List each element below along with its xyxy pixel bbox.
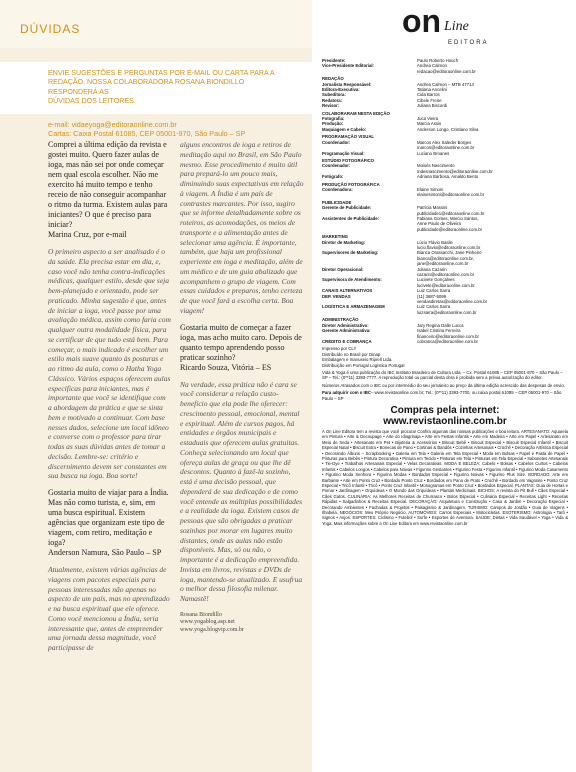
staff-name: Luiz Carlos Sarra [417,288,451,294]
staff-name: Lucivete Gonçalves [417,277,455,283]
contact-info [48,120,245,138]
staff-row [322,227,568,232]
staff-role: Vice-Presidente Editorial: [322,63,374,69]
online-shop-title: Compras pela internet: [390,404,500,416]
print-line: Impresso por CLY [322,346,357,352]
staff-role: Assistentes de Publicidade: [322,215,380,221]
print-line: Distribuição em Portugal Logística Portugal [322,362,405,368]
contact-postal: Cartas: Caixa Postal 61085, CEP 05001-970, São Paulo – SP [48,129,246,139]
staff-name: marcos@editoraonline.com.br [417,145,475,151]
staff-role: CRÉDITO E COBRANÇA [322,338,372,344]
department-title: PRODUÇÃO FOTOGRÁFICA [322,181,380,187]
staff-name: Adriana Barbosa, Amaldo Bento [417,174,479,180]
staff-role: Supervisora de Atendimento: [322,277,382,283]
department-title: REDAÇÃO [322,76,344,82]
columnist-signature [180,612,304,635]
paragraph-text: Comprei a última edição da revista e gostei muito. Quero fazer aulas de ioga, mas não sei por onde começar nem qual escola escolher. Não me exercito há muito tempo e tenho receio de não conseguir acompanhar o ritmo da turma. Existem aulas para iniciantes? O que é preciso para iniciar? [48,140,168,229]
staff-row [322,127,568,132]
columnist-name: Rosana Biondillo [180,611,222,618]
staff-name: Cibele Freire [417,97,442,103]
paragraph-text: Gostaria muito de começar a fazer ioga, mas acho muito caro. Depois de quanto tempo aprendendo posso praticar sozinho? [180,322,302,362]
submission-line-2: REDAÇÃO. NOSSA COLABORADORA ROSANA BIONDILLO RESPONDERÁ AS [48,78,245,96]
columnist-site-1[interactable]: www.yogablog.asp.net [180,619,235,626]
columnist-answer [48,247,171,481]
staff-name: mdesnascimento@editoraonline.com.br [417,168,493,174]
staff-name: Luciano Broanes [417,150,450,156]
staff-name: (11) 3687-5099 [417,293,447,299]
staff-name: Juliana Biscordi [417,103,448,109]
staff-name: Moisés Nascimento [417,163,455,169]
staff-role: Editora-Executiva: [322,87,360,93]
logo-main: on [402,3,442,39]
staff-name: jane@editoraonline.com.br [417,261,469,267]
staff-role: Produção: [322,121,344,127]
qa-column-2-body [180,140,304,604]
staff-name: Juliana Cazarin [417,266,447,272]
staff-name: financeiro@editoraonline.com.br [417,333,479,339]
staff-name: elainesimoni@editoraonline.com.br [417,192,485,198]
logo-script: Line [444,19,469,34]
staff-name: Anderson Longo, Cristiano Silva [417,126,479,132]
staff-role: Redatora: [322,97,343,103]
paragraph-text: Na verdade, essa prática não é cara se você considerar a relação custo-benefício que ela pode lhe oferecer: crescimento pessoal, emocional, mental e espiritual. Além de cursos pagos, há entidades e órgãos municipais e estaduais que oferecem aulas gratuitas. Conheça selecionando um local que ofereça aulas de graça ou que lhe dê descontos. Quanto à fazê-la sozinho, está é uma decisão pessoal, que dependerá de sua dedicação e de como você entende as múltiplas possibilidades e a realidade da ioga. Existem casos de pessoas que são obrigadas a praticar sozinhas por morar em lugares muito distantes, onde as aulas não estão disponíveis. Mas, só ou não, o importante é a dedicação empreendida. Invista em livros, revistas e DVDs de ioga, mantendo-se atualizado. E usufrua o melhor dessa filosofia milenar. Namastê! [180,379,303,603]
staff-name: Cida Barros [417,92,440,98]
staff-name: publicidade@editoraonline.com.br [417,226,483,232]
purchase-info [322,390,568,401]
staff-name: Bianca Orassacchi, Jane Pinheiro [417,250,482,256]
reader-question [48,488,171,558]
department-title: MARKETING [322,234,349,240]
print-line: Embalagem e manuseio Riprell Ltda. [322,357,393,363]
staff-name: bianca@editoraonline.com.br, [417,255,474,261]
staff-role: Gerente de Publicidade: [322,205,372,211]
columnist-site-2[interactable]: www.yoga.blogvip.com.br [180,626,244,633]
staff-name: Marcia Assis [417,121,442,127]
staff-name: redacao@editoraonline.com.br [417,68,476,74]
staff-row [322,310,568,315]
staff-name: Andrea Calmon – MTB 47714 [417,81,474,87]
staff-name: vendasdiretas@editoraonline.com.br [417,299,488,305]
staff-role: Jornalista Responsável: [322,81,372,87]
staff-row [322,174,568,179]
staff-name: Fabiana Gomes, Marcio Santos, [417,215,479,221]
staff-role: CANAIS ALTERNATIVOS [322,288,373,294]
qa-column-1 [48,140,171,660]
logo-sub: EDITORA [448,40,489,46]
submission-box [0,62,312,114]
staff-role: Supervisores de Marketing: [322,250,379,256]
staff-role: Subeditora: [322,92,346,98]
staff-role: Diretor Operacional: [322,266,364,272]
staff-name: Andrea Calmon [417,63,447,69]
staff-name: Elaine Simoni [417,186,444,192]
print-info [322,346,568,368]
staff-row [322,69,568,74]
staff-name: publicidade1@editoraonline.com.br [417,210,485,216]
paragraph-text: Atualmente, existem várias agências de viagens com pacotes especiais para pessoas interessadas não apenas no aspecto de um país, mas no aprendizado e na busca espiritual que ele oferece. Como você mencionou a Índia, seria interessante que, antes de empreender uma jornada dessa magnitude, você participasse de [48,565,170,652]
masthead-column [318,0,576,772]
online-shop-heading [322,405,568,427]
staff-name: Isabel Cristina Ferreira [417,328,461,334]
purchase-label: Para adquirir com o IBC [322,390,371,396]
qa-column-2 [180,140,304,635]
online-shop-url[interactable]: www.revistaonline.com.br [383,415,507,427]
staff-row [322,339,568,344]
department-title: COLABORARAM NESTA EDIÇÃO [322,110,390,116]
staff-role: Diretor Administrativo: [322,322,369,328]
staff-name: Anne Paulo de Oliveira [417,221,461,227]
submission-line-1: ENVIE SUGESTÕES E PERGUNTAS POR E-MAIL OU CARTA PARA A [48,69,275,77]
staff-name: Marcos Alex Saleder Borges [417,139,472,145]
section-title: DÚVIDAS [20,22,81,36]
staff-name: Paulo Roberto Houch [417,58,459,63]
staff-name: Patrícia Massini [417,205,448,211]
contact-email[interactable]: e-mail: vidaeyoga@editoraonline.com.br [48,120,177,129]
staff-role: Coordenador: [322,163,351,169]
staff-role: LOGÍSTICA E ARMAZENAGEM [322,304,385,310]
staff-name: cobranca@editoraonline.com.br [417,338,478,344]
staff-role [322,310,417,315]
staff-name: Luiz Carlos Sarra [417,304,451,310]
staff-role: Revisor: [322,103,340,109]
reader-question [180,323,304,373]
staff-name: lucivete@editoraonline.com.br [417,282,475,288]
columnist-answer [180,380,304,604]
staff-role [322,192,417,197]
purchase-text: – www.revistaonline.com.br; Tel.: (0**11) 3393-7700, ou caixa postal 61085 – CEP 05001-970 – São Paulo – SP [322,390,562,401]
columnist-answer [48,565,171,653]
staff-role [322,69,417,74]
department-title: PUBLICIDADE [322,199,352,205]
staff-role: Fotógrafo: [322,174,344,180]
submission-line-3: DÚVIDAS DOS LEITORES. [48,97,136,106]
legal-notice: Vida & Yoga é uma publicação do IBC Instituto Brasileiro de Cultura Ltda. – Cx. Postal 61085 – CEP 05001-970 – São Paulo – SP – Tel.: (0**11) 3393-7777. A reprodução total ou parcial desta obra é proibida sem a prévia autorização do editor. [322,369,563,381]
staff-role: Gerente Administrativa: [322,328,371,334]
staff-name: cazarin@editoraonline.com.br [417,272,475,278]
staff-name: Jary Regina Dalle Lucca [417,322,464,328]
staff-name: luizsarra@editoraonline.com.br [417,309,477,315]
paragraph-text: alguns encontros de ioga e retiros de meditação aqui no Brasil, em São Paulo mesmo. Esse procedimento é muito útil para prepará-lo um pouco mais, diminuindo suas expectativas em relação à viagem. A Índia é um país de contrastes marcantes. Por isso, sugiro que se informe detalhadamente sobre os roteiros, as acomodações, os meios de transporte e a alimentação antes de selecionar uma agência. É importante, também, que haja um profissional experiente em ioga e meditação, além de um médico e de um guia abalizado que acompanhem o grupo de viagem. Com essas cuidados e preparos, tenho certeza de que você fará a escolha certa. Boa viagem! [180,140,304,315]
department-title: ADMINISTRAÇÃO [322,317,359,323]
staff-role: Maquiagem e Cabelo: [322,126,367,132]
staff-role: Coordenadora: [322,186,353,192]
reader-signature: Marina Cruz, por e-mail [48,230,127,239]
staff-role: DEP. VENDAS [322,293,351,299]
staff-role: Coordenador: [322,139,351,145]
back-issues-notice: Números Atrasados com o IBC ou por intermédio do seu jornaleiro ao preço da última edição acrescido das despesas de envio. [322,382,565,388]
paragraph-text: O primeiro aspecto a ser analisado é o da saúde. Ela precisa estar em dia, e, caso você não tenha contra-indicações médicas, qualquer estilo, desde que seja bem-planejado e orientado, pode ser praticado. Minha sugestão é que, antes de iniciar a ioga, você passe por uma avaliação médica, assim como faria com qualquer outra modalidade física, para se certificar de que tudo está bem. Para começar, o mais indicado é escolher um estilo mais suave quanto às posturas e ao ritmo da aula, como o Hatha Yoga Clássico. Vários espaços oferecem aulas específicas para iniciantes, mas é importante que você se identifique com a abordagem da prática e que se sinta bem e motivado a continuar. Com base nesses dados, selecione um local idôneo e converse com o professor para tirar todas as suas dúvidas antes de tomar a decisão. Lembre-se: critério e discernimento devem ser constantes em sua busca na ioga. Boa sorte! [48,247,171,481]
paragraph-text: Gostaria muito de viajar para a Índia. Mas não como turista, e, sim, em uma busca espiritual. Existem agências que organizam este tipo de viagem, com retiro, meditação e ioga? [48,488,169,547]
staff-row [322,192,568,197]
publisher-logo [328,0,566,50]
staff-row [322,103,568,108]
publication-list: A On Line Editora tem a revista que você procura! Confira algumas das nossas publicações e boa leitura. ARTESANATO: Aquarela em Pintura • Arte & Decoupage • Arte do Idiogrinaja • Arte em Festas Infantis • Arte em Madeira • Arte em Papel • Artesanato em Meia de Seda • Artesanato em Pet • Bijuteria & Acessórios • Biscuit Bebê • Biscuit Especial • Biscuit Especial Infantil • Biscuit Especial Natal • Biscuit Extra • Bonecas de Pano • Cortinas & Bandôs • Cozinhas Artesanais • Crochê • Decoração Artística Especial • Decorando Álbuns – Scrapbooking • Galeria em Tela • Galeria em Tela Especial • Moda em Bolsas • Papel e Pasta de Papel • Pinturas para Bebês • Pintura Decorativa • Pintura em Tecido • Pinturas em Tela • Pinturas em Tela Especial • Sabonetes Artesanais • Tie-Dye • Trabalhos Artesanais Especial • Velas Decorativas. MODA E BELEZA: Cabelo • Bolsas • Cabelos Curtos • Cabelos Infantis • Cabelos Longos • Cabelos para Noivas • Figurino Gestantes • Figurino Festa • Figurino Infantil • Figurino Moda Casamento • Figurino Moda Senhora • Figurino Modas • Bordados Especial • Figurino Noivas • Figurino Plus Size. BORDADO: Arte em Barbante • Arte em Ponto Cruz • Bordado Ponto Cruz • Bordados em Pano de Prato • Crochê • Bordado em Vagonite • Ponto Cruz Especial • Tricô Infantil • Tricô • Ponto Cruz Infantil • Monogramas em Ponto Cruz • Bordados Especial. PLANTAS: Guia de Hortas e Pomar • Jardinagem • Orquídeas • O Mundo das Orquídeas • Plantas Medicinais. BICHOS: A revista do Pit Bull • Cães Especial • Cães Gatos. CULINÁRIA: As Melhores Receitas de Churrasco • Bolos Especial • Culinária Especial • Receitas Light • Receitas Rápidas • Salgadinhos & Receitas Especial. DECORAÇÃO: Arquitetura e Construção • Casa & Jardim • Decoração Especial • Decorando Ambientes • Fachadas & Projetos • Paisagismo & Jardinagem. TURISMO: Campos do Jordão • Guia de Viagens • Ilhabela. NEGÓCIOS: Meu Próprio Negócio. AUTOMÓVEIS: Carros Especiais • Motocicletas. ESOTERISMO: Astrologia • Tarô • Signos • Anjos. ESPORTES: Ciclismo • Futebol • Surfe • Esportes de Aventura. SAÚDE: Dietas • Vida Saudável • Yoga • Vida & Yoga. Mais informações sobre a On Line Editora em www.revistaonline.com.br [322,428,568,526]
staff-row [322,151,568,156]
reader-signature: Anderson Namura, São Paulo – SP [48,548,162,557]
columnist-answer [180,140,304,316]
department-title: PROGRAMAÇÃO VISUAL [322,134,375,140]
staff-name: Juca Vieira [417,116,439,122]
staff-role [322,227,417,232]
staff-role: Programação Visual: [322,150,365,156]
department-title: ESTÚDIO FOTOGRÁFICO [322,157,374,163]
staff-role: Fotografia: [322,116,345,122]
masthead-text [322,58,568,526]
staff-name: Tatiana Ancelini [417,87,447,93]
reader-question [48,140,171,240]
staff-role: Presidente: [322,58,346,63]
staff-name: lucio.flavio@editoraonline.com.br [417,245,481,250]
reader-signature: Ricardo Souza, Vitória – ES [180,362,272,372]
staff-role: Diretor de Marketing: [322,239,366,245]
print-line: Distribuído no Brasil por Dinap [322,351,381,357]
staff-name: Lúcio Flávio Basile [417,239,453,245]
